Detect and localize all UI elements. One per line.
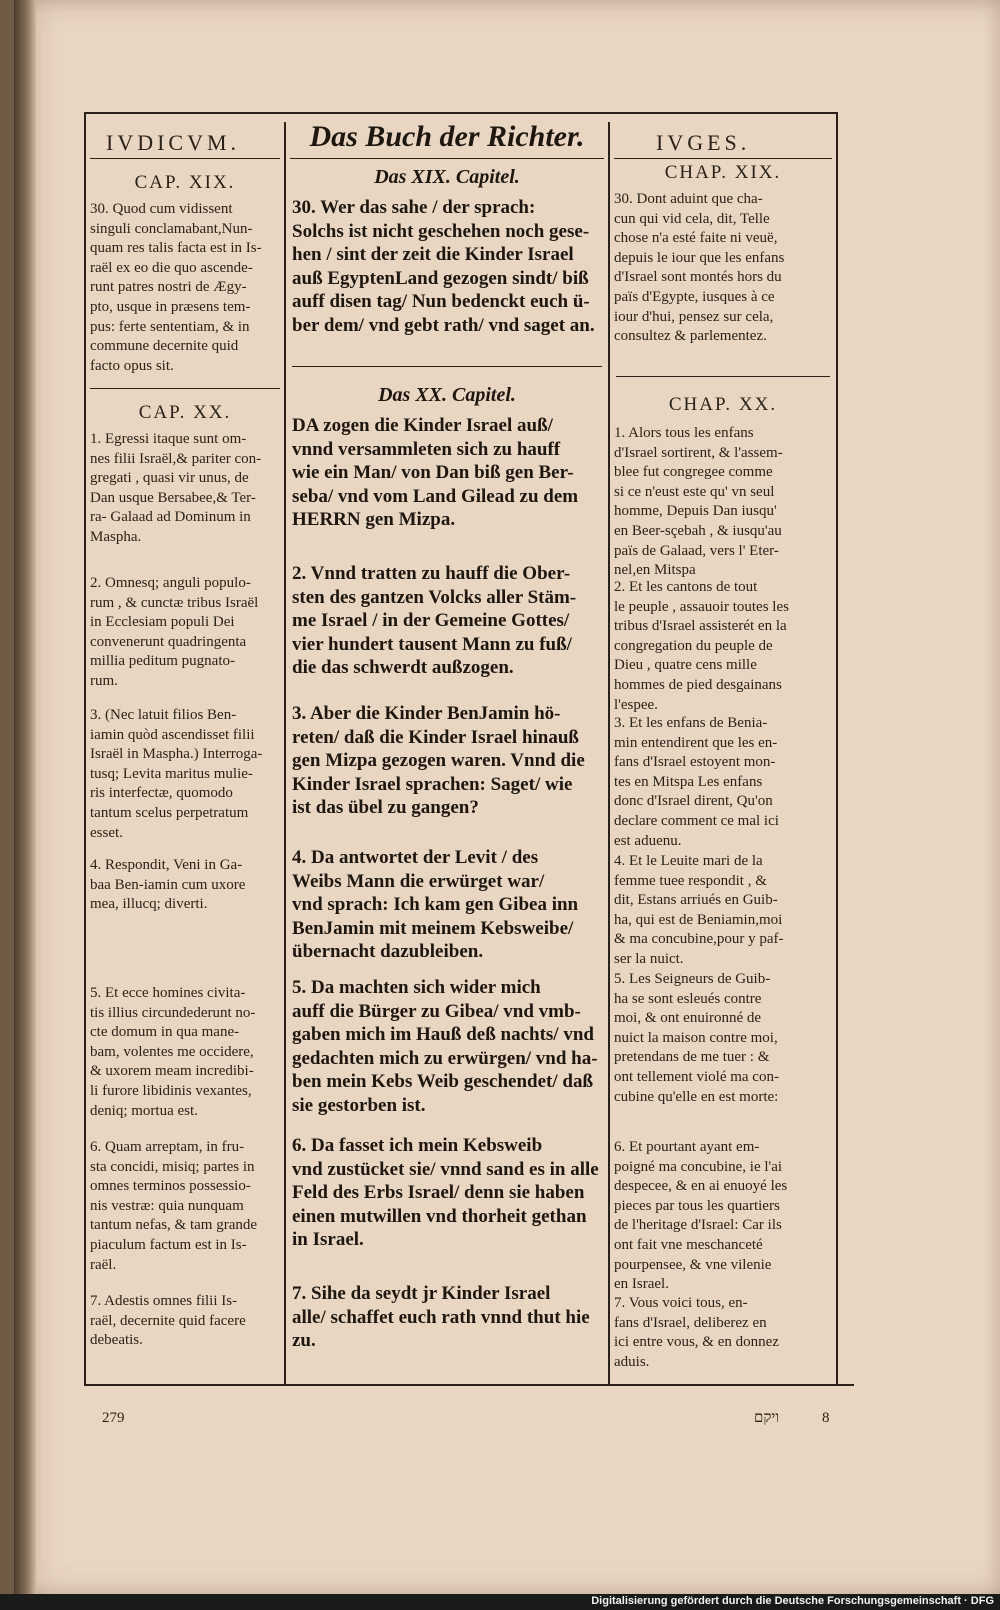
page-number: 279 bbox=[102, 1410, 125, 1426]
french-verse-1: 1. Alors tous les enfans d'Israel sortirent, & l'assem- blee fut congregee comme si ce n'eust este qu' vn seul homme, Depuis Dan iusqu' en Beer-sçebah , & iusqu'au païs de Galaad, vers l' Eter- nel,en Mitspa bbox=[614, 425, 783, 579]
german-verse-2: 2. Vnnd tratten zu hauff die Ober- sten des gantzen Volcks aller Stäm- me Israel / in der Gemeine Gottes/ vier hundert tausent Mann zu fuß/ die das schwerdt außzogen. bbox=[292, 563, 577, 679]
french-verse-5: 5. Les Seigneurs de Guib- ha se sont esleués contre moi, & ont enuironné de nuict la maison contre moi, pretendans de me tuer : & ont tellement violé ma con- cubine qu'elle en est morte: bbox=[614, 971, 779, 1105]
german-verse-1: DA zogen die Kinder Israel auß/ vnnd versammleten sich zu hauff wie ein Man/ von Dan biß gen Ber- seba/ vnd vom Land Gilead zu dem HERRN gen Mizpa. bbox=[292, 415, 579, 531]
chapter-title-latin-19: CAP. XIX. bbox=[134, 172, 236, 193]
chapter-title-french-19: CHAP. XIX. bbox=[664, 162, 782, 183]
latin-verse-4: 4. Respondit, Veni in Ga- baa Ben-iamin cum uxore mea, illucq; diverti. bbox=[90, 857, 246, 913]
header-underline-latin bbox=[90, 158, 280, 159]
french-verse-7: 7. Vous voici tous, en- fans d'Israel, deliberez en ici entre vous, & en donnez aduis. bbox=[614, 1295, 779, 1370]
latin-verse-5: 5. Et ecce homines civita- tis illius circundederunt no- cte domum in qua mane- bam, volentes me occidere, & uxorem meam incredibi- li furore libidinis vexantes, deniq; mortua est. bbox=[90, 985, 256, 1119]
column-divider-right bbox=[608, 122, 610, 1384]
digitization-banner bbox=[0, 1594, 1000, 1610]
german-verse-6: 6. Da fasset ich mein Kebsweib vnd zustücket sie/ vnnd sand es in alle Feld des Erbs Israel/ denn sie haben einen mutwillen vnd thorheit gethan in Israel. bbox=[292, 1135, 599, 1251]
latin-verse-30: 30. Quod cum vidissent singuli conclamabant,Nun- quam res talis facta est in Is- raël ex eo die quo ascende- runt patres nostri de Ægy- pto, usque in præsens tem- pus: ferte sententiam, & in commune decernite quid facto opus sit. bbox=[90, 201, 262, 374]
french-verse-6: 6. Et pourtant ayant em- poigné ma concubine, ie l'ai despecee, & en ai enuoyé les pieces par tous les quartiers de l'heritage d'Israel: Car ils ont fait vne meschanceté pourpensee, & vne vilenie en Israel. bbox=[614, 1139, 788, 1293]
bottom-rule bbox=[84, 1384, 854, 1386]
top-rule bbox=[84, 112, 836, 114]
book-spine bbox=[14, 0, 36, 1596]
french-verse-3: 3. Et les enfans de Benia- min entendirent que les en- fans d'Israel estoyent mon- tes en Mitspa Les enfans donc d'Israel dirent, Qu'on declare comment ce mal ici est aduenu. bbox=[614, 715, 779, 849]
german-verse-3: 3. Aber die Kinder BenJamin hö- reten/ daß die Kinder Israel hinauß gen Mizpa gezogen waren. Vnnd die Kinder Israel sprachen: Saget/ wie ist das übel zu gangen? bbox=[292, 703, 585, 819]
german-verse-30: 30. Wer das sahe / der sprach: Solchs ist nicht geschehen noch gese- hen / sint der zeit die Kinder Israel auß EgyptenLand gezogen sindt/ biß auff disen tag/ Nun bedenckt euch ü- ber dem/ vnd gebt rath/ vnd saget an. bbox=[292, 197, 595, 336]
hebrew-catchword: ויקם bbox=[754, 1410, 780, 1426]
chapter-title-german-19: Das XIX. Capitel. bbox=[374, 166, 520, 188]
chapter-title-latin-20: CAP. XX. bbox=[138, 402, 232, 423]
running-head-french: IVGES. bbox=[656, 130, 751, 155]
book-page bbox=[14, 0, 1000, 1596]
german-verse-5: 5. Da machten sich wider mich auff die Bürger zu Gibea/ vnd vmb- gaben mich im Hauß deß nachts/ vnd gedachten mich zu erwürgen/ vnd ha- ben mein Kebs Weib geschendet/ daß sie gestorben ist. bbox=[292, 977, 598, 1116]
latin-verse-7: 7. Adestis omnes filii Is- raël, decernite quid facere debeatis. bbox=[90, 1293, 246, 1349]
chapter-divider-latin bbox=[90, 388, 280, 389]
left-border bbox=[84, 112, 86, 1384]
chapter-divider-german bbox=[292, 366, 602, 367]
running-head-latin: IVDICVM. bbox=[106, 130, 241, 155]
header-underline-french bbox=[614, 158, 832, 159]
signature-mark: 8 bbox=[822, 1410, 830, 1426]
right-border bbox=[836, 112, 838, 1384]
digitization-banner-text: Digitalisierung gefördert durch die Deutsche Forschungsgemeinschaft · DFG bbox=[591, 1595, 994, 1607]
french-verse-2: 2. Et les cantons de tout le peuple , assauoir toutes les tribus d'Israel assisterét en la congregation du peuple de Dieu , quatre cens mille hommes de pied desgainans l'espee. bbox=[614, 579, 789, 713]
column-divider-left bbox=[284, 122, 286, 1384]
header-underline-german bbox=[290, 158, 604, 159]
french-verse-30: 30. Dont aduint que cha- cun qui vid cela, dit, Telle chose n'a esté faite ni veuë, depuis le iour que les enfans d'Israel sont montés hors du païs d'Egypte, iusques à ce iour d'hui, pensez sur cela, consultez & parlementez. bbox=[614, 191, 785, 345]
german-verse-4: 4. Da antwortet der Levit / des Weibs Mann die erwürget war/ vnd sprach: Ich kam gen Gibea inn BenJamin mit meinem Kebsweibe/ übernacht dazubleiben. bbox=[292, 847, 579, 963]
latin-verse-2: 2. Omnesq; anguli populo- rum , & cunctæ tribus Israël in Ecclesiam populi Dei convenerunt quadringenta millia peditum pugnato- rum. bbox=[90, 575, 259, 689]
latin-verse-3: 3. (Nec latuit filios Ben- iamin quòd ascendisset filii Israël in Maspha.) Interroga- tusq; Levita maritus mulie- ris interfectæ, quomodo tantum scelus perpetratum esset. bbox=[90, 707, 263, 841]
chapter-title-french-20: CHAP. XX. bbox=[668, 394, 778, 415]
chapter-divider-french bbox=[616, 376, 830, 377]
latin-verse-6: 6. Quam arreptam, in fru- sta concidi, misiq; partes in omnes terminos possessio- nis vestræ: quia nunquam tantum nefas, & tam grande piaculum factum est in Is- raël. bbox=[90, 1139, 258, 1273]
german-verse-7: 7. Sihe da seydt jr Kinder Israel alle/ schaffet euch rath vnnd thut hie zu. bbox=[292, 1283, 590, 1352]
latin-verse-1: 1. Egressi itaque sunt om- nes filii Israël,& pariter con- gregati , quasi vir unus, de Dan usque Bersabee,& Ter- ra- Galaad ad Dominum in Maspha. bbox=[90, 431, 262, 545]
running-head-german: Das Buch der Richter. bbox=[309, 120, 585, 153]
french-verse-4: 4. Et le Leuite mari de la femme tuee respondit , & dit, Estans arriués en Guib- ha, qui est de Beniamin,moi & ma concubine,pour y paf- ser la nuict. bbox=[614, 853, 784, 967]
chapter-title-german-20: Das XX. Capitel. bbox=[378, 384, 516, 406]
